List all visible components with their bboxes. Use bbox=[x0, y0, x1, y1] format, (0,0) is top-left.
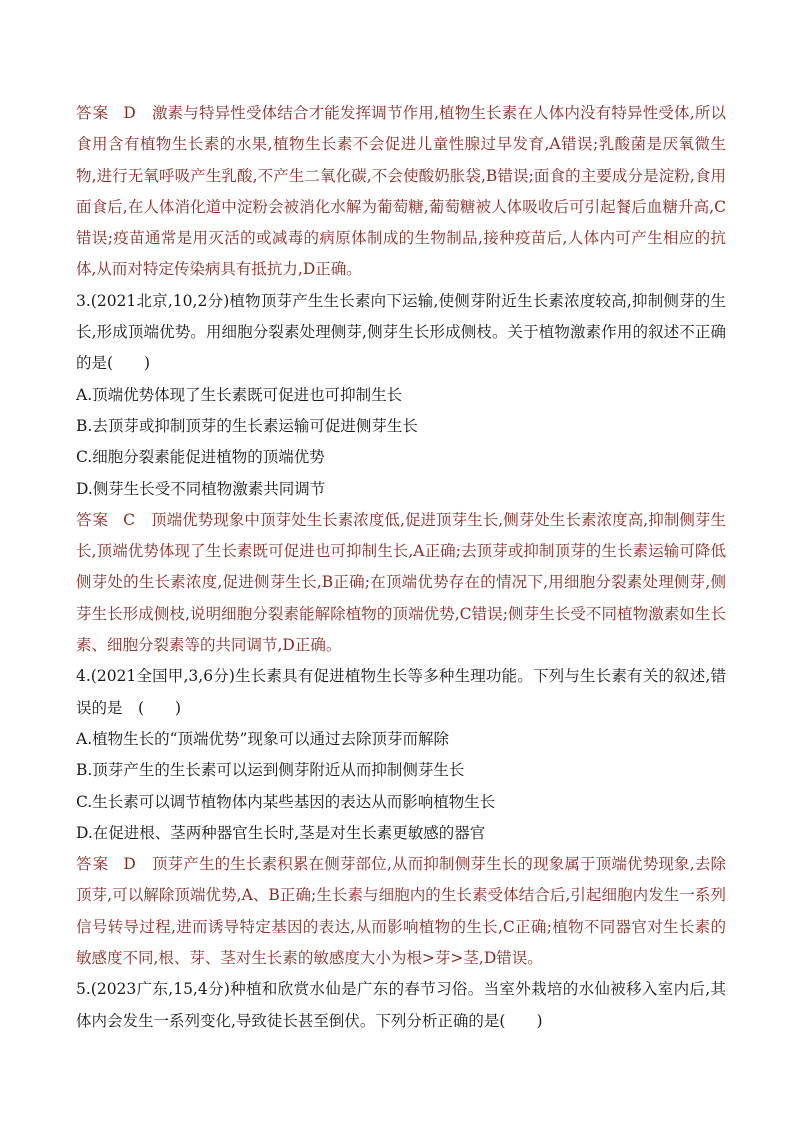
question-stem: 3.(2021北京,10,2分)植物顶芽产生生长素向下运输,使侧芽附近生长素浓度较高,抑制侧芽的生长,形成顶端优势。用细胞分裂素处理侧芽,侧芽生长形成侧枝。关于植物激素作用的叙述不正确的是( ) bbox=[76, 291, 726, 373]
question-option: C.细胞分裂素能促进植物的顶端优势 bbox=[76, 448, 325, 467]
question-option: B.去顶芽或抑制顶芽的生长素运输可促进侧芽生长 bbox=[76, 416, 418, 435]
document-page bbox=[76, 98, 726, 1037]
question-option: C.生长素可以调节植物体内某些基因的表达从而影响植物生长 bbox=[76, 792, 496, 811]
answer-explanation: 顶端优势现象中顶芽处生长素浓度低,促进顶芽生长,侧芽处生长素浓度高,抑制侧芽生长,顶端优势体现了生长素既可促进也可抑制生长,A正确;去顶芽或抑制顶芽的生长素运输可降低侧芽处的生长素浓度,促进侧芽生长,B正确;在顶端优势存在的情况下,用细胞分裂素处理侧芽,侧芽生长形成侧枝,说明细胞分裂素能解除植物的顶端优势,C错误;侧芽生长受不同植物激素如生长素、细胞分裂素等的共同调节,D正确。 bbox=[76, 510, 726, 655]
answer-block bbox=[76, 849, 726, 974]
answer-label: 答案 bbox=[76, 104, 110, 122]
answer-letter: D bbox=[123, 855, 136, 874]
answer-letter: D bbox=[123, 104, 136, 122]
question-stem: 4.(2021全国甲,3,6分)生长素具有促进植物生长等多种生理功能。下列与生长素有关的叙述,错误的是 ( ) bbox=[76, 667, 726, 717]
question-option: D.侧芽生长受不同植物激素共同调节 bbox=[76, 479, 326, 498]
answer-explanation: 激素与特异性受体结合才能发挥调节作用,植物生长素在人体内没有特异性受体,所以食用含有植物生长素的水果,植物生长素不会促进儿童性腺过早发育,A错误;乳酸菌是厌氧微生物,进行无氧呼吸产生乳酸,不产生二氧化碳,不会使酸奶胀袋,B错误;面食的主要成分是淀粉,食用面食后,在人体消化道中淀粉会被消化水解为葡萄糖,葡萄糖被人体吸收后可引起餐后血糖升高,C错误;疫苗通常是用灭活的或减毒的病原体制成的生物制品,接种疫苗后,人体内可产生相应的抗体,从而对特定传染病具有抵抗力,D正确。 bbox=[76, 104, 726, 279]
question-stem: 5.(2023广东,15,4分)种植和欣赏水仙是广东的春节习俗。当室外栽培的水仙被移入室内后,其体内会发生一系列变化,导致徒长甚至倒伏。下列分析正确的是( ) bbox=[76, 980, 726, 1030]
question-option: B.顶芽产生的生长素可以运到侧芽附近从而抑制侧芽生长 bbox=[76, 761, 465, 780]
answer-label: 答案 bbox=[76, 855, 110, 874]
answer-block bbox=[76, 98, 726, 286]
answer-label: 答案 bbox=[76, 510, 110, 529]
answer-explanation: 顶芽产生的生长素积累在侧芽部位,从而抑制侧芽生长的现象属于顶端优势现象,去除顶芽,可以解除顶端优势,A、B正确;生长素与细胞内的生长素受体结合后,引起细胞内发生一系列信号转导过程,进而诱导特定基因的表达,从而影响植物的生长,C正确;植物不同器官对生长素的敏感度不同,根、芽、茎对生长素的敏感度大小为根>芽>茎,D错误。 bbox=[76, 855, 726, 968]
answer-block bbox=[76, 505, 726, 661]
question-option: D.在促进根、茎两种器官生长时,茎是对生长素更敏感的器官 bbox=[76, 823, 486, 842]
answer-letter: C bbox=[123, 510, 135, 529]
question-option: A.顶端优势体现了生长素既可促进也可抑制生长 bbox=[76, 385, 403, 404]
question-option: A.植物生长的“顶端优势”现象可以通过去除顶芽而解除 bbox=[76, 729, 449, 748]
